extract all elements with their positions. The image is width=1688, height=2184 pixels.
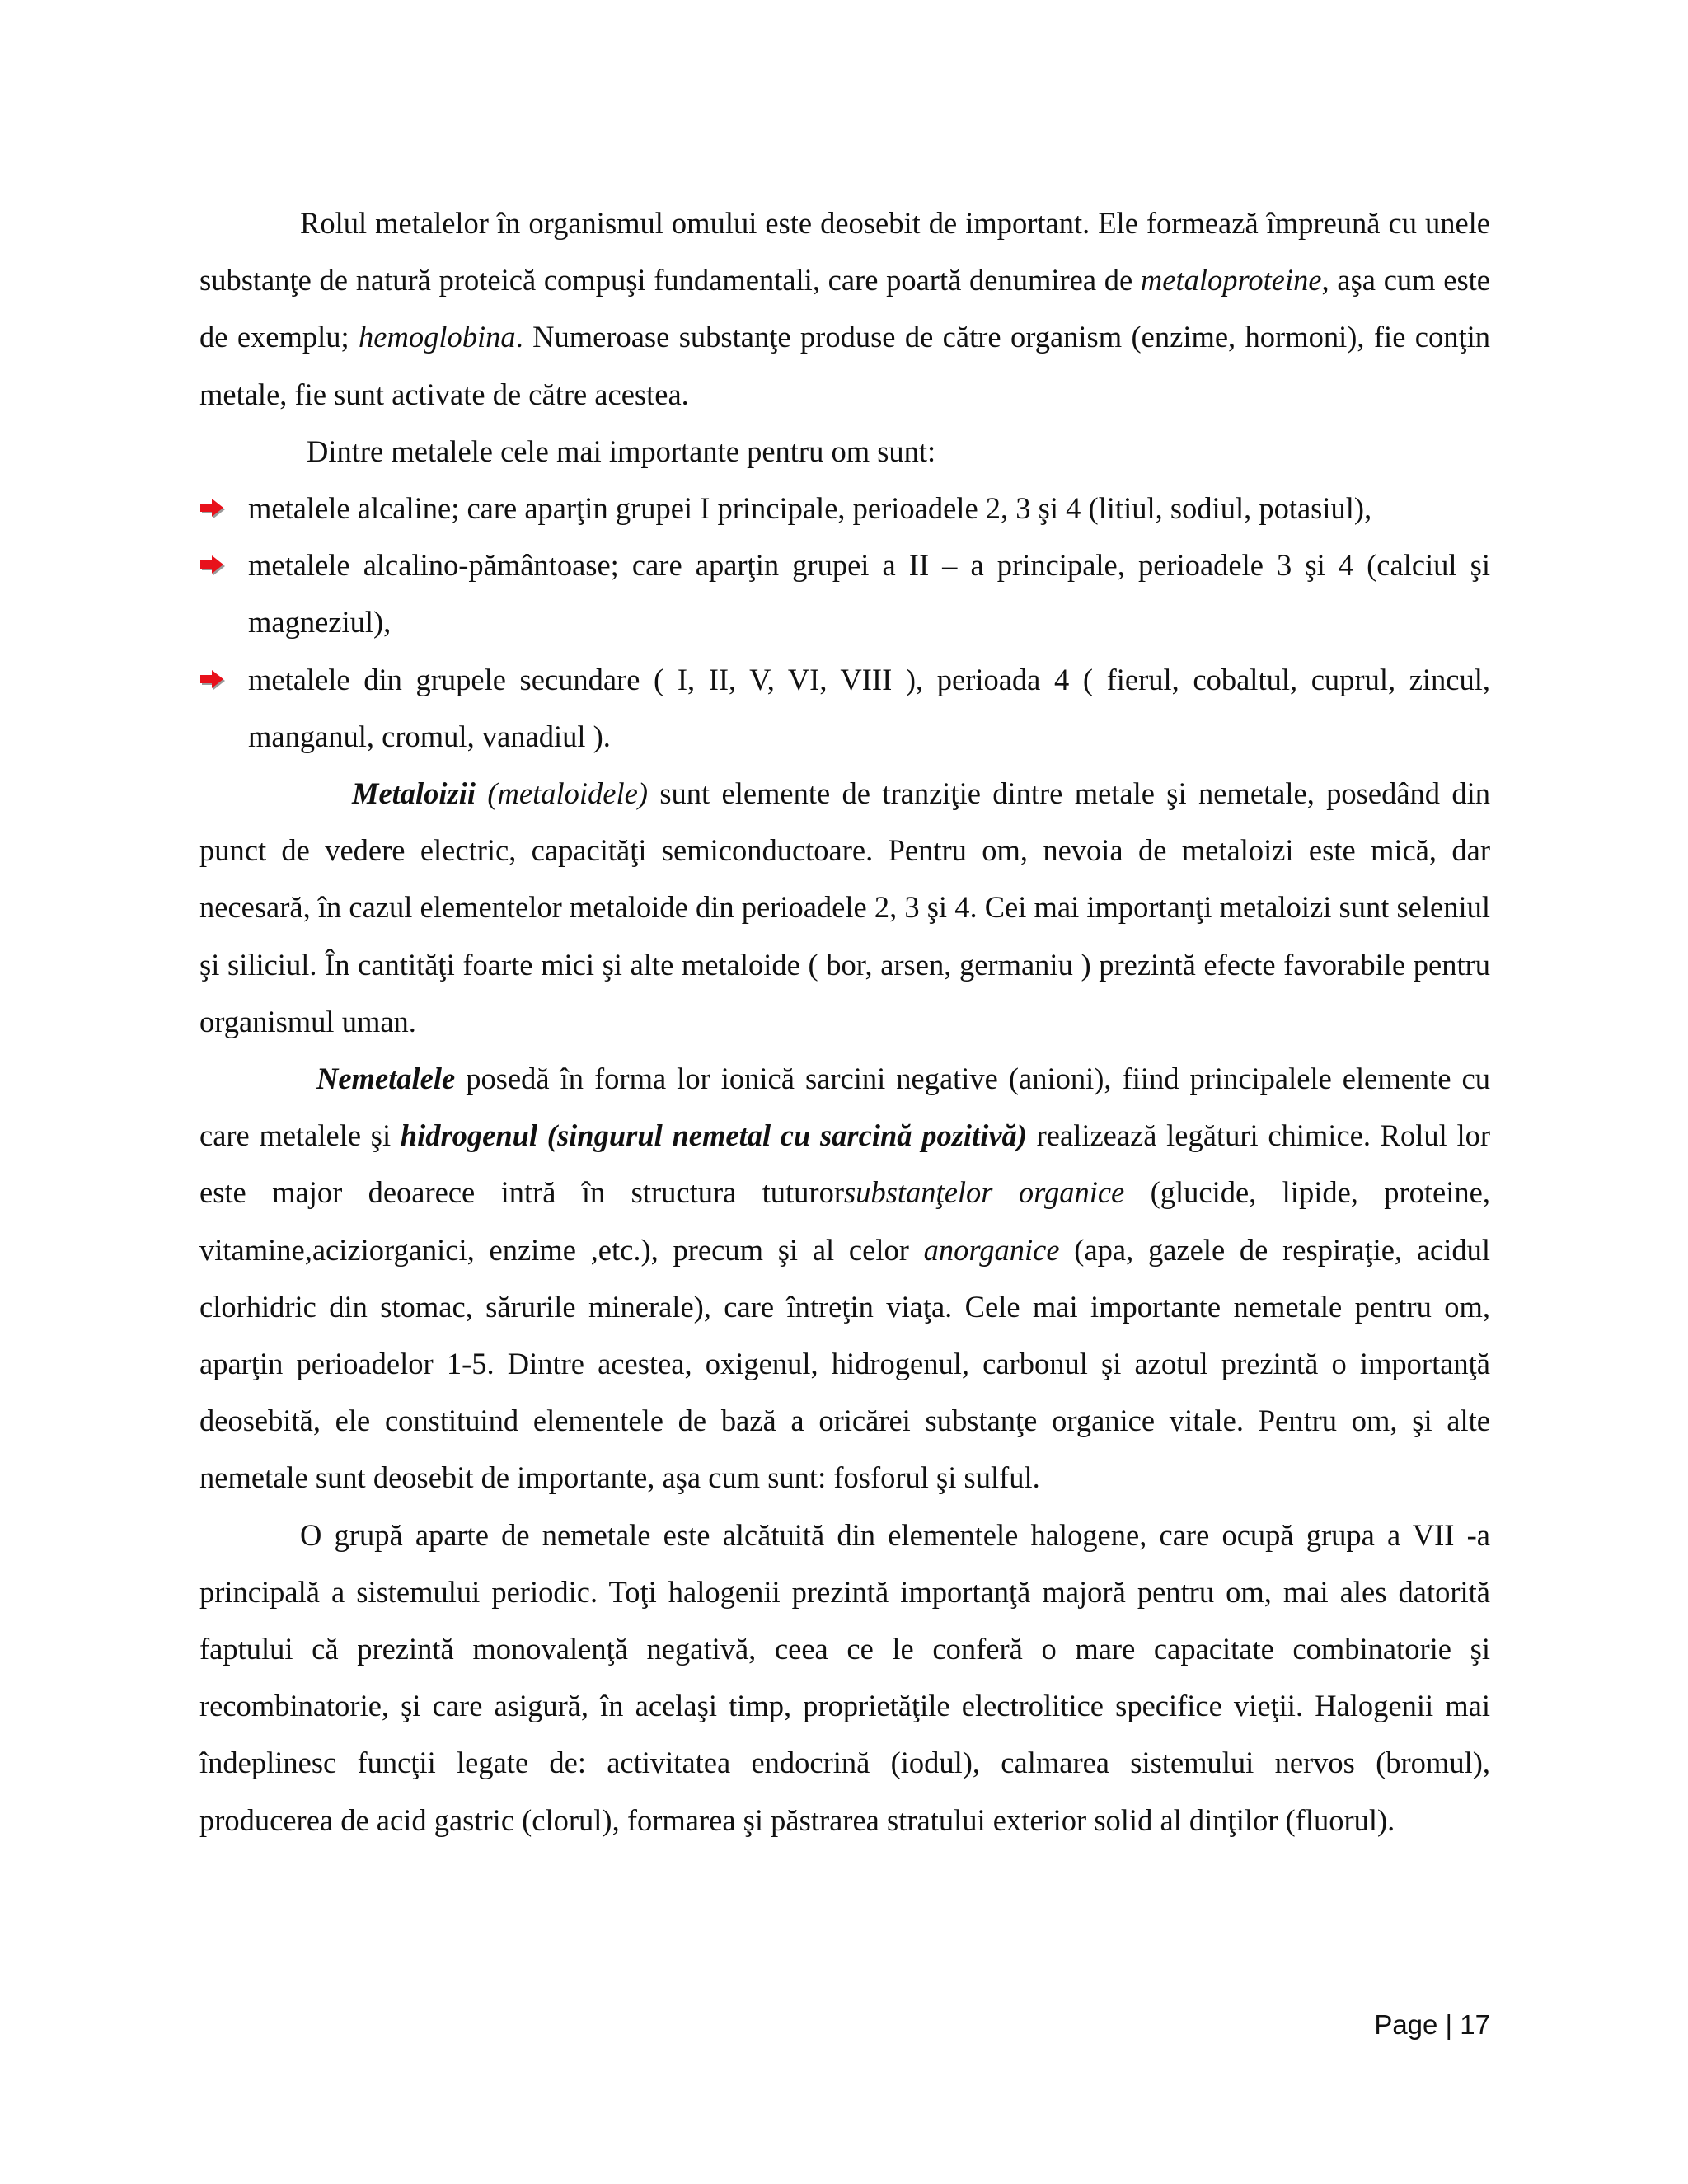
term-metaloizii: Metaloizii	[352, 776, 476, 811]
list-item	[199, 651, 1490, 765]
red-arrow-bullet-icon	[199, 498, 227, 519]
term-hemoglobina: hemoglobina	[359, 320, 516, 354]
red-arrow-bullet-icon	[199, 669, 227, 691]
list-item-text: metalele alcalino-pământoase; care aparţin grupei a II – a principale, perioadele 3 şi 4 (calciul şi magneziul),	[248, 548, 1490, 640]
text-run: Rolul metalelor în organismul omului este deosebit de important. Ele formează împreună cu unele substanţe de natură proteică compuşi fundamentali, care poartă denumirea de	[199, 206, 1490, 298]
list-item	[199, 480, 1490, 537]
body-text	[199, 194, 1490, 1849]
term-metaloidele: (metaloidele)	[476, 776, 648, 811]
page-number: Page | 17	[1374, 2009, 1490, 2040]
text-run: (glucide, lipide, proteine, vitamine,aciziorganici, enzime ,etc.), precum şi al celor	[199, 1175, 1490, 1267]
text-run: realizează legături chimice. Rolul lor este major deoarece intră în structura tuturor	[199, 1118, 1491, 1210]
text-run: . Numeroase substanţe produse de către organism (enzime, hormoni), fie conţin metale, fie sunt activate de către acestea.	[199, 320, 1490, 411]
text-run: (apa, gazele de respiraţie, acidul clorhidric din stomac, sărurile minerale), care întreţin viaţa. Cele mai importante nemetale pentru om, aparţin perioadelor 1-5. Dintre acestea, oxigenul, hidrogenul, carbonul şi azotul prezintă o importanţă deosebită, ele constituind elementele de bază a oricărei substanţe organice vitale. Pentru om, şi alte nemetale sunt deosebit de importante, aşa cum sunt: fosforul şi sulful.	[199, 1232, 1490, 1495]
text-run: , aşa cum este de exemplu;	[199, 263, 1490, 354]
term-substante-organice: substanţelor organice	[844, 1175, 1125, 1210]
term-anorganice: anorganice	[923, 1232, 1060, 1267]
list-item-text: metalele din grupele secundare ( I, II, V, VI, VIII ), perioada 4 ( fierul, cobaltul, cuprul, zincul, manganul, cromul, vanadiul ).	[248, 662, 1490, 753]
paragraph-halogeni: O grupă aparte de nemetale este alcătuită din elementele halogene, care ocupă grupa a VII -a principală a sistemului periodic. Toţi halogenii prezintă importanţă majoră pentru om, mai ales datorită faptului că prezintă monovalenţă negativă, ceea ce le conferă o mare capacitate combinatorie şi recombinatorie, şi care asigură, în acelaşi timp, proprietăţile electrolitice specifice vieţii. Halogenii mai îndeplinesc funcţii legate de: activitatea endocrină (iodul), calmarea sistemului nervos (bromul), producerea de acid gastric (clorul), formarea şi păstrarea stratului exterior solid al dinţilor (fluorul).	[199, 1517, 1490, 1837]
text-run: posedă în forma lor ionică sarcini negative (anioni), fiind principalele elemente cu care metalele şi	[199, 1062, 1490, 1153]
paragraph-metals-role	[199, 194, 1490, 423]
term-hidrogenul: hidrogenul (singurul nemetal cu sarcină pozitivă)	[400, 1118, 1027, 1153]
paragraph-nemetale	[199, 1050, 1490, 1507]
red-arrow-bullet-icon	[199, 555, 227, 576]
term-nemetalele: Nemetalele	[316, 1062, 456, 1096]
list-item	[199, 537, 1490, 650]
paragraph-important-metals-intro: Dintre metalele cele mai importante pentru om sunt:	[307, 434, 936, 468]
paragraph-metaloizi	[199, 765, 1490, 1050]
text-run: sunt elemente de tranziţie dintre metale şi nemetale, posedând din punct de vedere electric, capacităţi semiconductoare. Pentru om, nevoia de metaloizi este mică, dar necesară, în cazul elementelor metaloide din perioadele 2, 3 şi 4. Cei mai importanţi metaloizi sunt seleniul şi siliciul. În cantităţi foarte mici şi alte metaloide ( bor, arsen, germaniu ) prezintă efecte favorabile pentru organismul uman.	[199, 776, 1490, 1038]
term-metaloproteine: metaloproteine	[1140, 263, 1322, 298]
metals-list	[199, 480, 1490, 765]
list-item-text: metalele alcaline; care aparţin grupei I principale, perioadele 2, 3 şi 4 (litiul, sodiul, potasiul),	[248, 491, 1372, 526]
